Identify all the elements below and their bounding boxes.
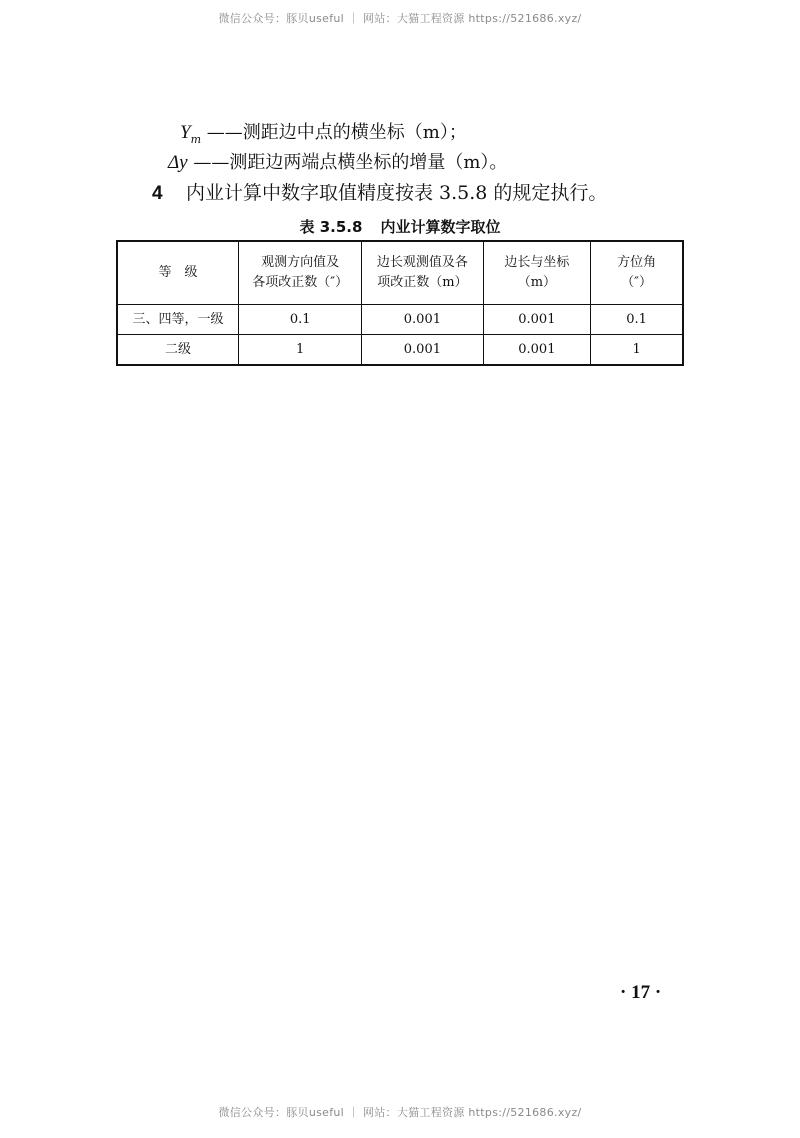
table-cell: 二级	[117, 335, 239, 366]
header-direction: 观测方向值及 各项改正数（″）	[239, 241, 362, 305]
table-title: 内业计算数字取位	[380, 218, 501, 236]
table-cell: 0.001	[483, 335, 591, 366]
definition-text: 测距边两端点横坐标的增量（m）。	[229, 152, 508, 173]
table-cell: 1	[591, 335, 683, 366]
definition-delta-y	[168, 148, 507, 174]
table-cell: 0.001	[362, 335, 483, 366]
precision-table	[116, 240, 684, 366]
header-side-length: 边长观测值及各 项改正数（m）	[362, 241, 483, 305]
table-row	[117, 305, 683, 335]
header-grade: 等 级	[117, 241, 239, 305]
table-caption	[0, 216, 800, 237]
symbol-y: Y	[180, 122, 191, 143]
definition-ym	[180, 118, 467, 146]
watermark-top: 微信公众号：豚贝useful ｜ 网站：大猫工程资源 https://521686.xyz/	[218, 12, 582, 25]
table-row	[117, 335, 683, 366]
table-cell: 0.1	[239, 305, 362, 335]
header-azimuth: 方位角 （″）	[591, 241, 683, 305]
symbol-subscript: m	[190, 133, 202, 146]
table-cell: 三、四等，一级	[117, 305, 239, 335]
table-cell: 1	[239, 335, 362, 366]
watermark-bottom: 微信公众号：豚贝useful ｜ 网站：大猫工程资源 https://521686.xyz/	[218, 1106, 582, 1119]
item-text: 内业计算中数字取值精度按表 3.5.8 的规定执行。	[186, 182, 608, 204]
page-number: · 17 ·	[620, 982, 662, 1003]
em-dash: ——	[206, 122, 243, 143]
table-cell: 0.001	[362, 305, 483, 335]
item-number: 4	[152, 183, 163, 204]
symbol-delta-y: Δy	[168, 152, 188, 173]
table-number: 表 3.5.8	[299, 218, 363, 236]
item-4	[152, 178, 607, 205]
table-cell: 0.1	[591, 305, 683, 335]
table-header-row	[117, 241, 683, 305]
definition-text: 测距边中点的横坐标（m）；	[242, 122, 467, 143]
em-dash: ——	[193, 152, 230, 173]
header-coordinate: 边长与坐标 （m）	[483, 241, 591, 305]
table-cell: 0.001	[483, 305, 591, 335]
